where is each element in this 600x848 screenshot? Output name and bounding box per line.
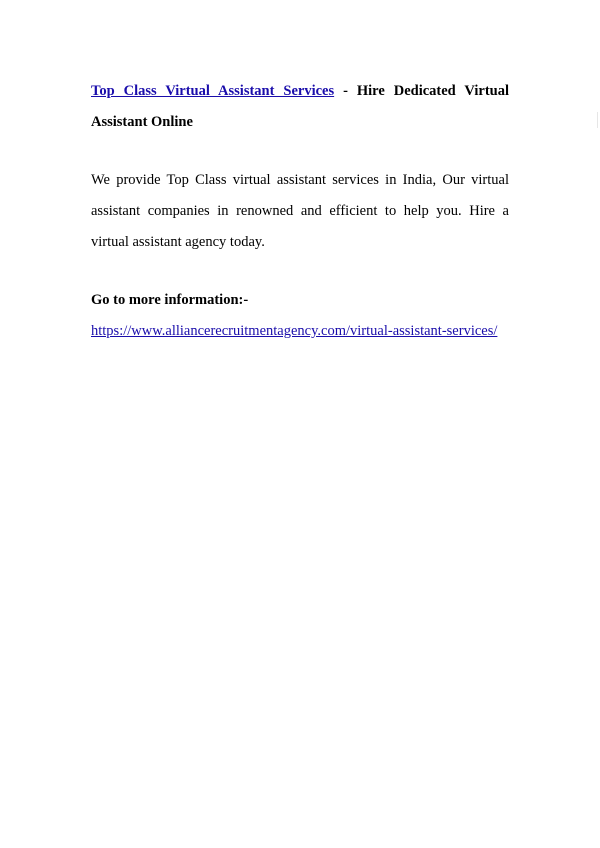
more-info-label: Go to more information:-: [91, 292, 249, 308]
spacer: [91, 138, 509, 165]
heading-rest-text: - Hire Dedicated Virtual Assistant Online: [91, 83, 509, 130]
document-content: [91, 76, 509, 347]
body-paragraph: We provide Top Class virtual assistant services in India, Our virtual assistant companies in renowned and efficient to help you. Hire a virtual assistant agency today.: [91, 172, 509, 250]
page-edge-mark: [597, 112, 598, 128]
heading-link[interactable]: Top Class Virtual Assistant Services: [91, 83, 335, 99]
document-heading: [91, 76, 509, 138]
spacer: [91, 258, 509, 285]
url-line: [91, 316, 509, 347]
url-link[interactable]: https://www.alliancerecruitmentagency.com/virtual-assistant-services/: [91, 323, 498, 339]
